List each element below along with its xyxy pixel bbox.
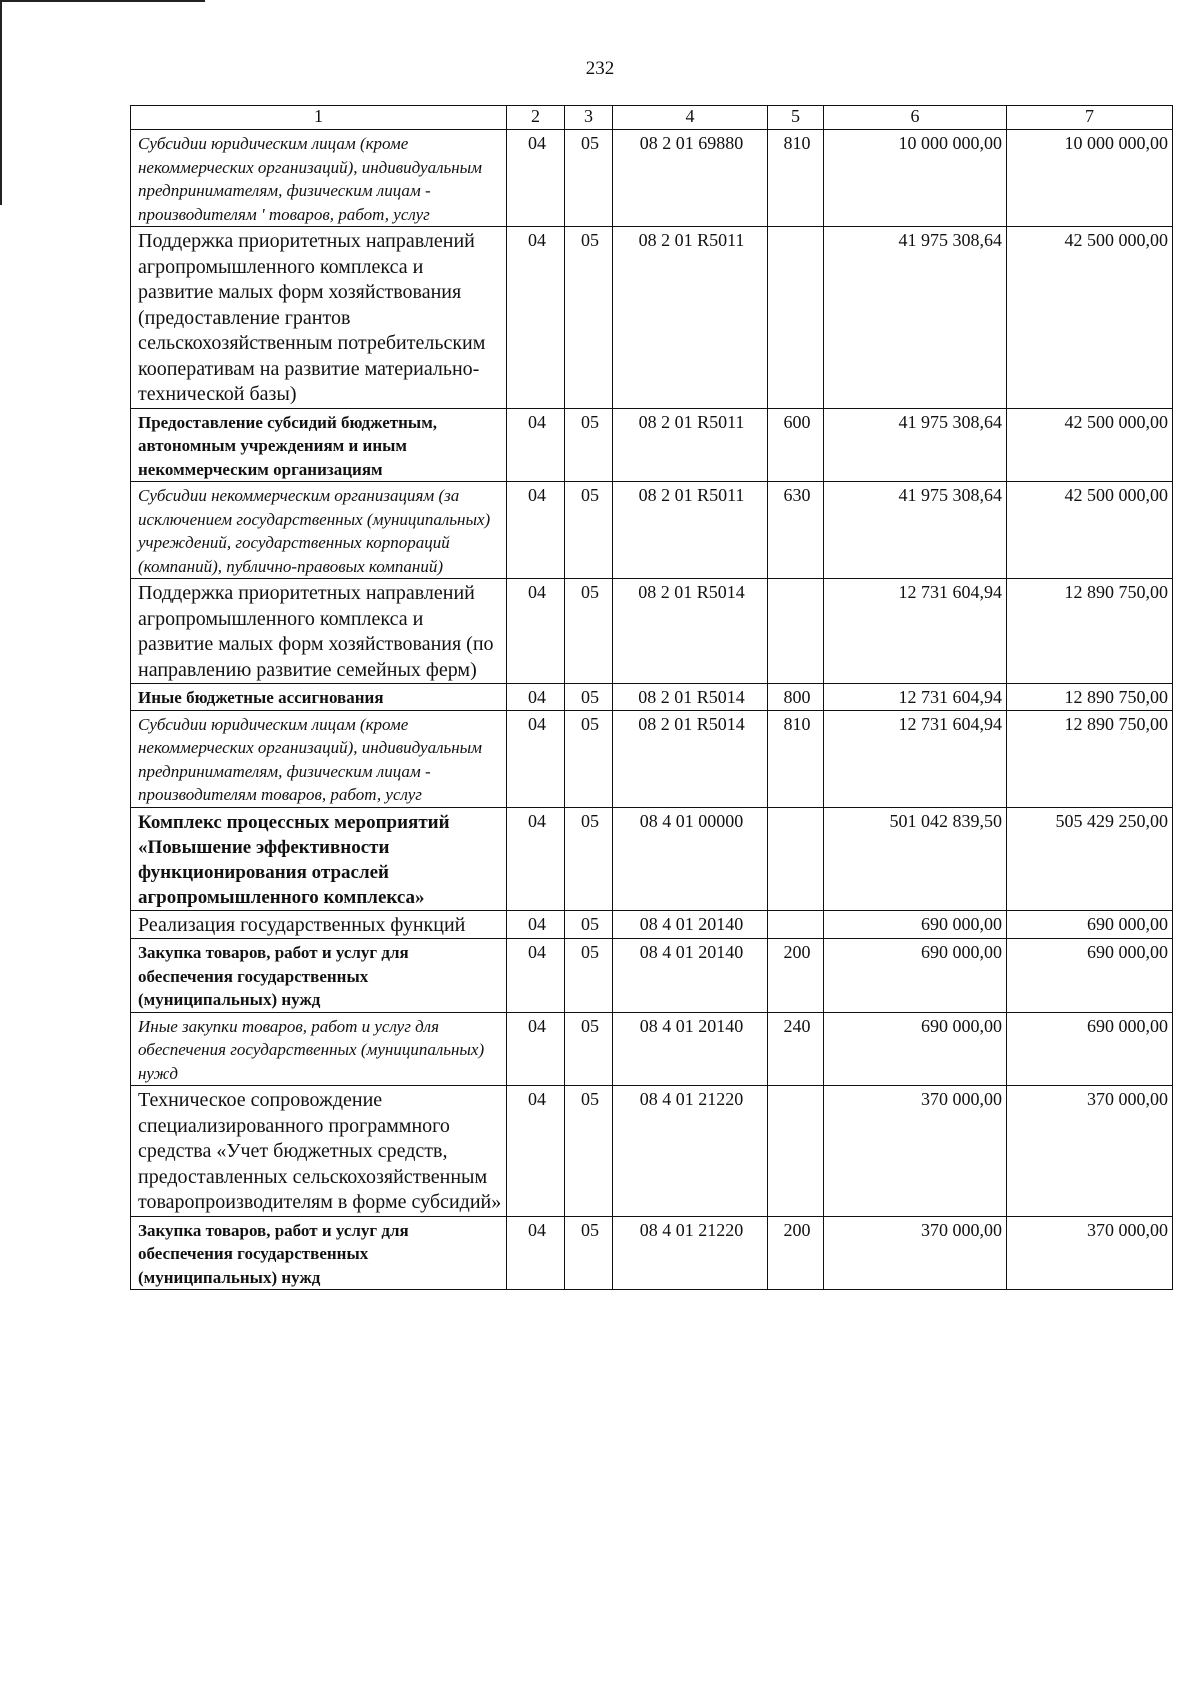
scan-edge-line <box>0 0 205 2</box>
amount-year-2: 12 890 750,00 <box>1007 684 1173 711</box>
expense-type-code: 800 <box>768 684 824 711</box>
amount-year-2: 10 000 000,00 <box>1007 130 1173 227</box>
subsection-code: 05 <box>565 1216 613 1290</box>
amount-year-2: 42 500 000,00 <box>1007 227 1173 409</box>
subsection-code: 05 <box>565 910 613 939</box>
subsection-code: 05 <box>565 1012 613 1086</box>
section-code: 04 <box>507 939 565 1013</box>
subsection-code: 05 <box>565 1086 613 1217</box>
column-header: 4 <box>613 106 768 130</box>
item-name: Комплекс процессных мероприятий «Повышение эффективности функционирования отраслей агропромышленного комплекса» <box>131 807 507 910</box>
table-row <box>131 910 1173 939</box>
subsection-code: 05 <box>565 227 613 409</box>
target-article-code: 08 4 01 00000 <box>613 807 768 910</box>
amount-year-1: 10 000 000,00 <box>824 130 1007 227</box>
table-row <box>131 710 1173 807</box>
subsection-code: 05 <box>565 684 613 711</box>
amount-year-1: 41 975 308,64 <box>824 482 1007 579</box>
section-code: 04 <box>507 227 565 409</box>
amount-year-2: 690 000,00 <box>1007 910 1173 939</box>
amount-year-1: 690 000,00 <box>824 1012 1007 1086</box>
target-article-code: 08 4 01 20140 <box>613 939 768 1013</box>
amount-year-2: 42 500 000,00 <box>1007 482 1173 579</box>
expense-type-code: 200 <box>768 1216 824 1290</box>
section-code: 04 <box>507 1086 565 1217</box>
table-row <box>131 684 1173 711</box>
column-header: 2 <box>507 106 565 130</box>
expense-type-code: 240 <box>768 1012 824 1086</box>
section-code: 04 <box>507 710 565 807</box>
subsection-code: 05 <box>565 579 613 684</box>
amount-year-1: 690 000,00 <box>824 939 1007 1013</box>
expense-type-code <box>768 910 824 939</box>
expense-type-code <box>768 807 824 910</box>
amount-year-2: 505 429 250,00 <box>1007 807 1173 910</box>
amount-year-2: 42 500 000,00 <box>1007 408 1173 482</box>
table-header-row <box>131 106 1173 130</box>
item-name: Субсидии некоммерческим организациям (за исключением государственных (муниципальных) учреждений, государственных корпораций (компаний), публично-правовых компаний) <box>131 482 507 579</box>
amount-year-1: 370 000,00 <box>824 1086 1007 1217</box>
amount-year-2: 370 000,00 <box>1007 1086 1173 1217</box>
column-header: 3 <box>565 106 613 130</box>
item-name: Закупка товаров, работ и услуг для обеспечения государственных (муниципальных) нужд <box>131 939 507 1013</box>
amount-year-1: 12 731 604,94 <box>824 684 1007 711</box>
column-header: 1 <box>131 106 507 130</box>
item-name: Субсидии юридическим лицам (кроме некоммерческих организаций), индивидуальным предпринимателям, физическим лицам - производителям товаров, работ, услуг <box>131 710 507 807</box>
item-name: Реализация государственных функций <box>131 910 507 939</box>
expense-type-code <box>768 227 824 409</box>
section-code: 04 <box>507 684 565 711</box>
page-number: 232 <box>585 58 615 79</box>
table-row <box>131 1012 1173 1086</box>
amount-year-2: 690 000,00 <box>1007 1012 1173 1086</box>
column-header: 5 <box>768 106 824 130</box>
subsection-code: 05 <box>565 807 613 910</box>
table-row <box>131 807 1173 910</box>
section-code: 04 <box>507 130 565 227</box>
section-code: 04 <box>507 579 565 684</box>
column-header: 6 <box>824 106 1007 130</box>
target-article-code: 08 2 01 R5011 <box>613 482 768 579</box>
column-header: 7 <box>1007 106 1173 130</box>
item-name: Поддержка приоритетных направлений агропромышленного комплекса и развитие малых форм хозяйствования (по направлению развитие семейных ферм) <box>131 579 507 684</box>
budget-table <box>130 105 1173 1290</box>
item-name: Техническое сопровождение специализированного программного средства «Учет бюджетных средств, предоставленных сельскохозяйственным товаропроизводителям в форме субсидий» <box>131 1086 507 1217</box>
amount-year-1: 12 731 604,94 <box>824 710 1007 807</box>
section-code: 04 <box>507 1012 565 1086</box>
amount-year-1: 41 975 308,64 <box>824 408 1007 482</box>
table-row <box>131 1216 1173 1290</box>
expense-type-code: 200 <box>768 939 824 1013</box>
expense-type-code: 630 <box>768 482 824 579</box>
amount-year-2: 690 000,00 <box>1007 939 1173 1013</box>
subsection-code: 05 <box>565 710 613 807</box>
expense-type-code: 600 <box>768 408 824 482</box>
expense-type-code: 810 <box>768 710 824 807</box>
section-code: 04 <box>507 1216 565 1290</box>
amount-year-2: 12 890 750,00 <box>1007 710 1173 807</box>
table-row <box>131 227 1173 409</box>
table-row <box>131 408 1173 482</box>
subsection-code: 05 <box>565 130 613 227</box>
target-article-code: 08 2 01 R5011 <box>613 408 768 482</box>
expense-type-code <box>768 1086 824 1217</box>
table-row <box>131 939 1173 1013</box>
target-article-code: 08 4 01 21220 <box>613 1216 768 1290</box>
target-article-code: 08 2 01 69880 <box>613 130 768 227</box>
item-name: Субсидии юридическим лицам (кроме некоммерческих организаций), индивидуальным предпринимателям, физическим лицам - производителям ' товаров, работ, услуг <box>131 130 507 227</box>
target-article-code: 08 2 01 R5011 <box>613 227 768 409</box>
expense-type-code <box>768 579 824 684</box>
section-code: 04 <box>507 482 565 579</box>
target-article-code: 08 2 01 R5014 <box>613 684 768 711</box>
amount-year-1: 370 000,00 <box>824 1216 1007 1290</box>
expense-type-code: 810 <box>768 130 824 227</box>
amount-year-2: 12 890 750,00 <box>1007 579 1173 684</box>
amount-year-1: 690 000,00 <box>824 910 1007 939</box>
section-code: 04 <box>507 408 565 482</box>
table-row <box>131 482 1173 579</box>
target-article-code: 08 4 01 21220 <box>613 1086 768 1217</box>
item-name: Поддержка приоритетных направлений агропромышленного комплекса и развитие малых форм хозяйствования (предоставление грантов сельскохозяйственным потребительским кооперативам на развитие материально-технической базы) <box>131 227 507 409</box>
subsection-code: 05 <box>565 408 613 482</box>
item-name: Иные бюджетные ассигнования <box>131 684 507 711</box>
section-code: 04 <box>507 910 565 939</box>
item-name: Предоставление субсидий бюджетным, автономным учреждениям и иным некоммерческим организациям <box>131 408 507 482</box>
target-article-code: 08 2 01 R5014 <box>613 579 768 684</box>
subsection-code: 05 <box>565 482 613 579</box>
subsection-code: 05 <box>565 939 613 1013</box>
table-row <box>131 130 1173 227</box>
target-article-code: 08 2 01 R5014 <box>613 710 768 807</box>
target-article-code: 08 4 01 20140 <box>613 1012 768 1086</box>
item-name: Иные закупки товаров, работ и услуг для обеспечения государственных (муниципальных) нужд <box>131 1012 507 1086</box>
target-article-code: 08 4 01 20140 <box>613 910 768 939</box>
scan-edge-line <box>0 0 2 205</box>
amount-year-1: 501 042 839,50 <box>824 807 1007 910</box>
table-row <box>131 1086 1173 1217</box>
amount-year-1: 12 731 604,94 <box>824 579 1007 684</box>
table-row <box>131 579 1173 684</box>
section-code: 04 <box>507 807 565 910</box>
amount-year-1: 41 975 308,64 <box>824 227 1007 409</box>
item-name: Закупка товаров, работ и услуг для обеспечения государственных (муниципальных) нужд <box>131 1216 507 1290</box>
amount-year-2: 370 000,00 <box>1007 1216 1173 1290</box>
